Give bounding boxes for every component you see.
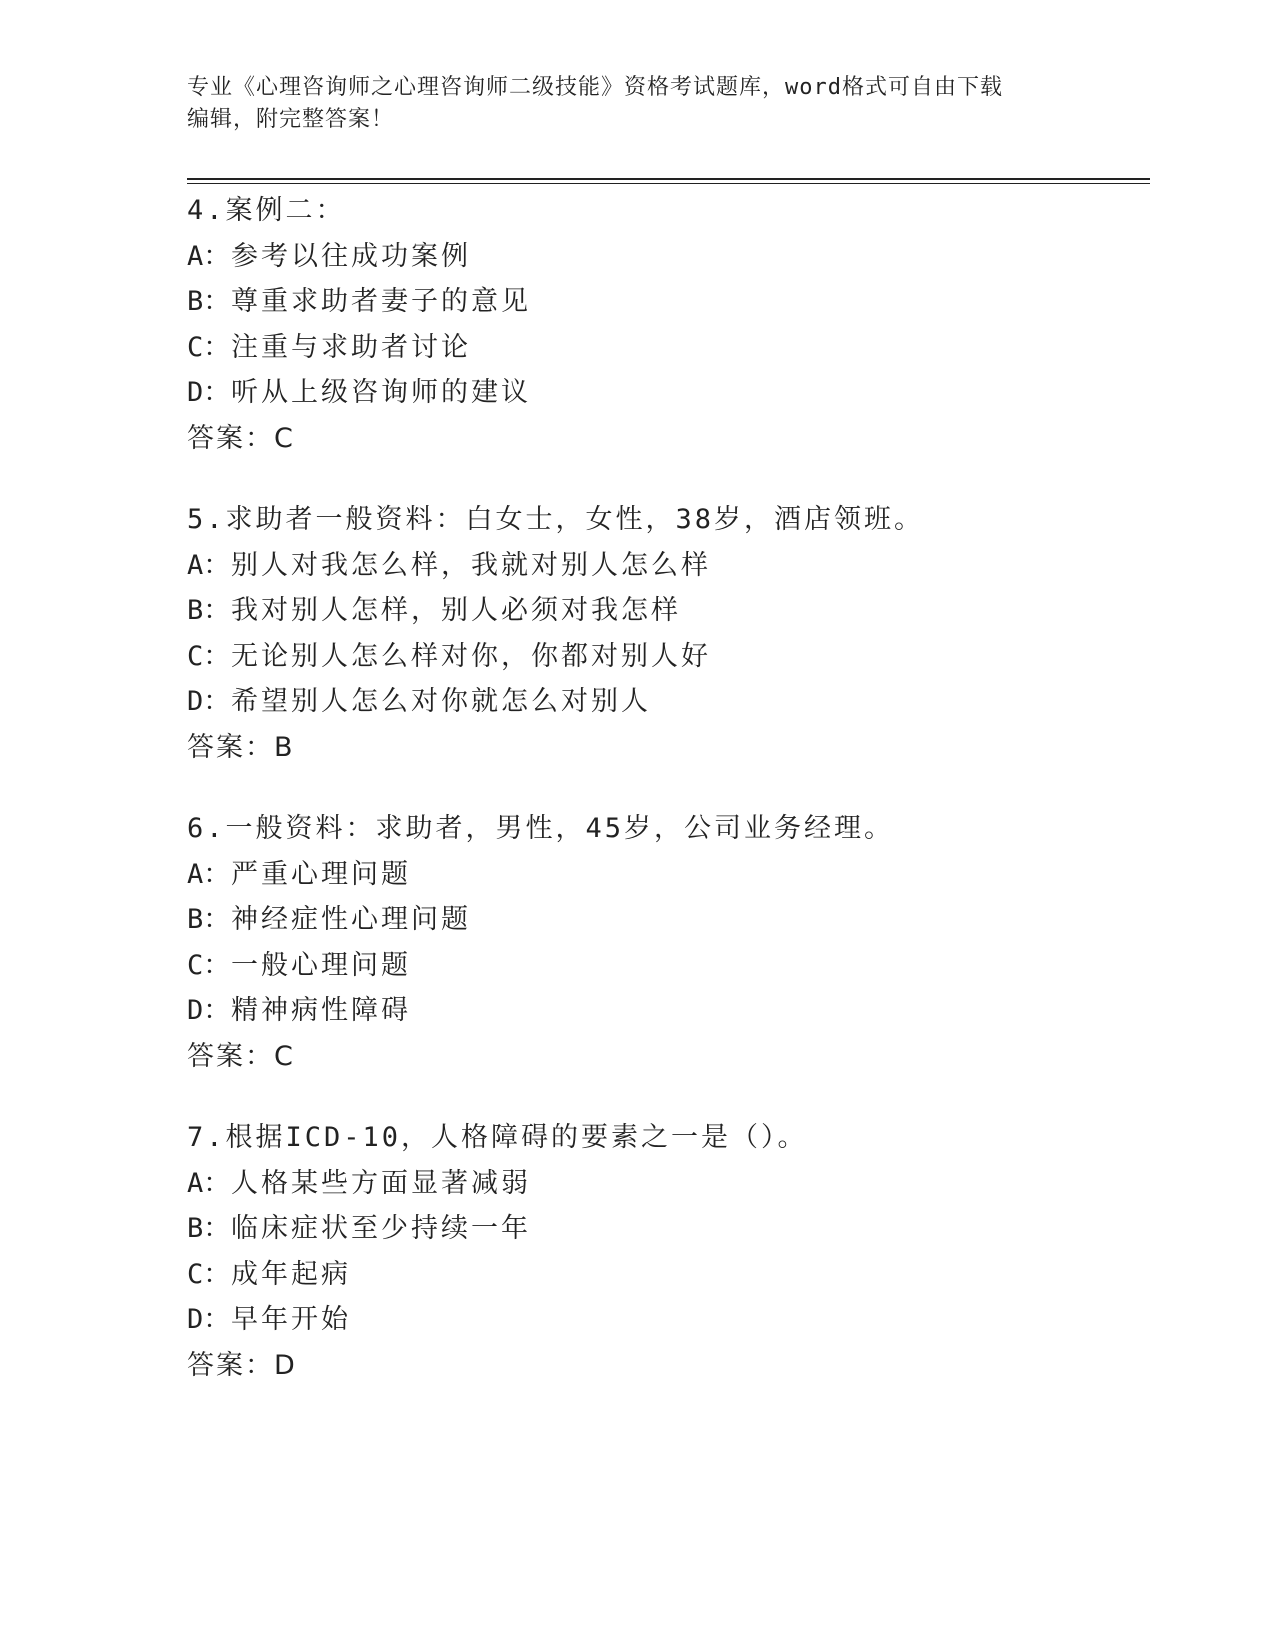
option-d [187,988,1147,1034]
answer-line: 答案：D [187,1349,297,1381]
question-6 [187,806,1147,1079]
option-text: 人格某些方面显著减弱 [231,1167,531,1199]
option-a [187,234,1147,280]
header-divider-thick [187,178,1150,180]
option-letter: B： [187,286,231,317]
option-a [187,852,1147,898]
option-text: 早年开始 [231,1304,351,1335]
option-text: 神经症性心理问题 [231,904,471,935]
option-b [187,897,1147,943]
option-letter: C： [187,1258,231,1290]
option-letter: B： [187,904,231,935]
option-letter: D： [187,1304,231,1335]
option-text: 尊重求助者妻子的意见 [231,286,531,317]
option-b [187,279,1147,325]
option-d [187,1297,1147,1343]
option-letter: A： [187,549,231,581]
question-stem: 6.一般资料：求助者，男性，45岁，公司业务经理。 [187,813,895,844]
option-c [187,943,1147,989]
option-a [187,1161,1147,1207]
option-letter: D： [187,995,231,1026]
question-4 [187,188,1147,461]
option-letter: C： [187,331,231,363]
question-7 [187,1115,1147,1388]
option-text: 严重心理问题 [231,858,411,890]
option-text: 参考以往成功案例 [231,240,471,272]
option-c [187,1252,1147,1298]
question-stem: 4.案例二： [187,195,346,226]
header-line-1: 专业《心理咨询师之心理咨询师二级技能》资格考试题库，word格式可自由下载 [187,75,1003,100]
option-letter: A： [187,858,231,890]
question-stem: 7.根据ICD-10，人格障碍的要素之一是（）。 [187,1122,808,1153]
option-a [187,543,1147,589]
question-stem: 5.求助者一般资料：白女士，女性，38岁，酒店领班。 [187,504,925,535]
option-text: 听从上级咨询师的建议 [231,377,531,408]
option-text: 精神病性障碍 [231,995,411,1026]
question-list [187,188,1147,1424]
option-letter: D： [187,377,231,408]
option-b [187,588,1147,634]
option-c [187,325,1147,371]
option-text: 我对别人怎样，别人必须对我怎样 [231,595,681,626]
option-letter: D： [187,686,231,717]
option-letter: C： [187,949,231,981]
option-d [187,370,1147,416]
option-text: 成年起病 [231,1258,351,1290]
option-c [187,634,1147,680]
document-header [187,72,1067,136]
option-text: 别人对我怎么样，我就对别人怎么样 [231,549,711,581]
option-d [187,679,1147,725]
option-letter: C： [187,640,231,672]
option-letter: B： [187,1213,231,1244]
option-text: 希望别人怎么对你就怎么对别人 [231,686,651,717]
answer-line: 答案：B [187,731,295,763]
option-letter: A： [187,1167,231,1199]
answer-line: 答案：C [187,1040,295,1072]
option-b [187,1206,1147,1252]
option-text: 临床症状至少持续一年 [231,1213,531,1244]
header-line-2: 编辑，附完整答案！ [187,107,395,132]
option-letter: A： [187,240,231,272]
option-text: 无论别人怎么样对你，你都对别人好 [231,640,711,672]
option-text: 注重与求助者讨论 [231,331,471,363]
question-5 [187,497,1147,770]
answer-line: 答案：C [187,422,295,454]
header-divider-thin [187,183,1150,184]
option-text: 一般心理问题 [231,949,411,981]
option-letter: B： [187,595,231,626]
